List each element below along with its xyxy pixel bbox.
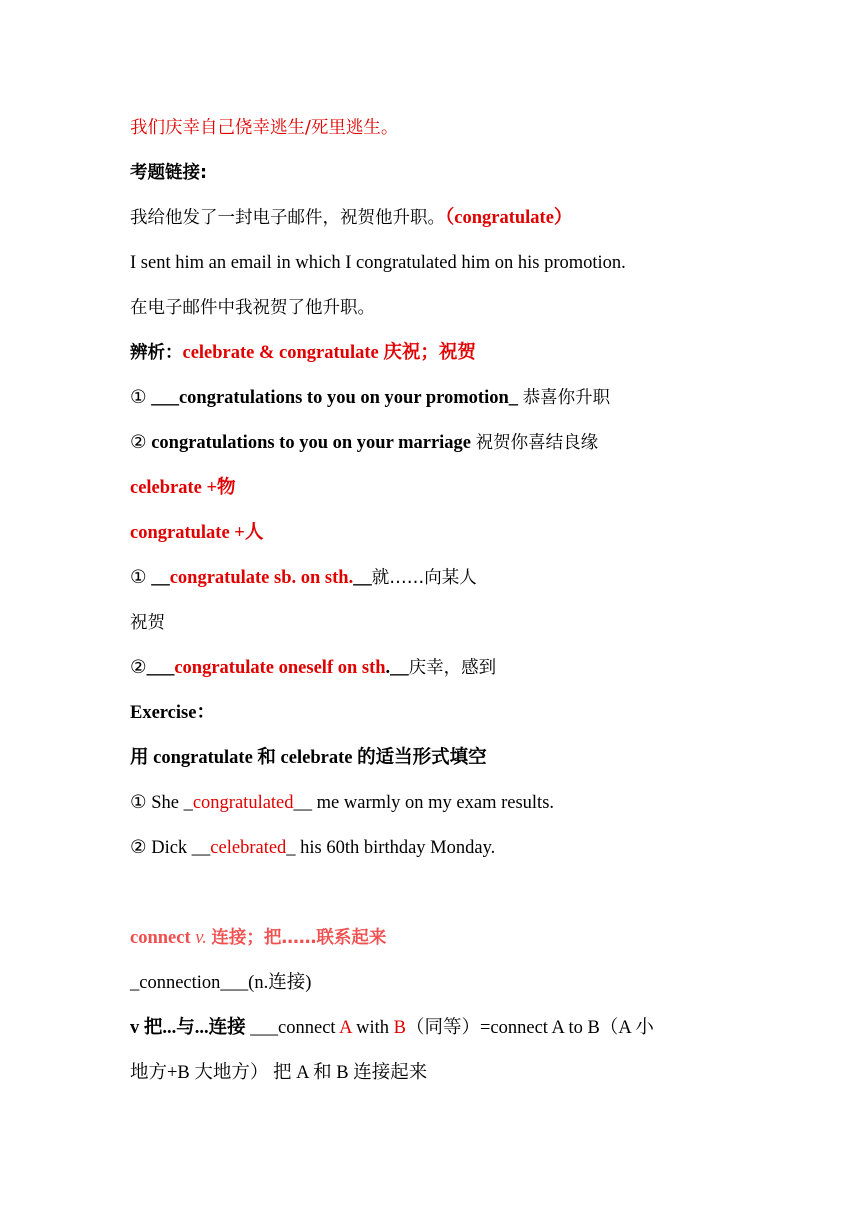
distinction-label: 辨析： — [130, 343, 183, 363]
phrase-3-number: ① — [130, 568, 147, 588]
phrase-1-text: congratulations to you on your promotion — [178, 388, 509, 408]
exam-link-heading: 考题链接: — [130, 163, 207, 183]
exercise-1-answer: congratulated — [192, 793, 294, 813]
phrase-2-text: congratulations to you on your marriage — [151, 433, 472, 453]
phrase-4-number: ② — [130, 658, 147, 678]
exam-question-cn: 我给他发了一封电子邮件，祝贺他升职。 — [130, 208, 445, 228]
phrase-3-blank: __ — [151, 568, 170, 588]
phrase-1-number: ① — [130, 388, 147, 408]
phrase-1-blank: ___ — [151, 388, 179, 408]
connect-word: connect — [130, 928, 191, 948]
connect-usage-rest: （同等）=connect A to B（A 小 — [405, 1018, 654, 1038]
exam-question-hint: （congratulate） — [445, 208, 573, 228]
connect-usage-label: v 把...与...连接 — [130, 1018, 251, 1038]
phrase-2-number: ② — [130, 433, 147, 453]
line-phrase-1 — [130, 385, 610, 411]
line-phrase-4 — [130, 655, 496, 681]
exercise-1-prefix: ① She _ — [130, 793, 193, 813]
exercise-1-suffix: __ me warmly on my exam results. — [293, 793, 555, 813]
distinction-words: celebrate & congratulate 庆祝；祝贺 — [182, 343, 476, 363]
line-connect-usage-cont: 地方+B 大地方） 把 A 和 B 连接起来 — [130, 1063, 428, 1083]
exercise-instruction: 用 congratulate 和 celebrate 的适当形式填空 — [130, 748, 487, 768]
line-connect-entry — [130, 925, 386, 951]
phrase-3-tail: __ — [353, 568, 372, 588]
line-phrase-2 — [130, 430, 598, 456]
exercise-heading: Exercise： — [130, 703, 215, 723]
line-exam-answer-en: I sent him an email in which I congratulated him on his promotion. — [130, 253, 626, 273]
line-connection-noun: _connection___(n.连接) — [130, 973, 312, 993]
connect-usage-A: A — [339, 1018, 352, 1038]
phrase-3-text: congratulate sb. on sth. — [169, 568, 354, 588]
phrase-4-cn: 庆幸，感到 — [408, 658, 497, 678]
phrase-4-tail: __ — [390, 658, 409, 678]
connect-usage-with: with — [351, 1018, 394, 1038]
line-congratulate-rule: congratulate +人 — [130, 523, 264, 543]
line-connect-usage — [130, 1015, 654, 1041]
phrase-4-blank: ___ — [146, 658, 175, 678]
connect-usage-a: ___connect — [250, 1018, 340, 1038]
phrase-4-dot: . — [385, 658, 391, 678]
line-distinction — [130, 340, 476, 366]
line-escape-sentence: 我们庆幸自己侥幸逃生/死里逃生。 — [130, 118, 399, 138]
exercise-2-suffix: _ his 60th birthday Monday. — [286, 838, 496, 858]
connect-pos: v. — [195, 928, 207, 948]
phrase-1-cn: 恭喜你升职 — [522, 388, 611, 408]
connect-meaning: 连接；把……联系起来 — [211, 928, 387, 948]
phrase-2-cn: 祝贺你喜结良缘 — [475, 433, 599, 453]
phrase-4-text: congratulate oneself on sth — [174, 658, 386, 678]
line-exam-question — [130, 205, 572, 231]
exercise-item-2 — [130, 835, 495, 861]
phrase-3-cn: 就……向某人 — [371, 568, 477, 588]
exercise-2-answer: celebrated — [210, 838, 287, 858]
exercise-item-1 — [130, 790, 554, 816]
phrase-1-tail: _ — [508, 388, 519, 408]
line-exam-answer-cn: 在电子邮件中我祝贺了他升职。 — [130, 298, 375, 318]
line-phrase-3 — [130, 565, 477, 591]
connect-usage-B: B — [393, 1018, 406, 1038]
line-celebrate-rule: celebrate +物 — [130, 478, 236, 498]
line-phrase-3-cont: 祝贺 — [130, 613, 165, 633]
exercise-2-prefix: ② Dick __ — [130, 838, 211, 858]
